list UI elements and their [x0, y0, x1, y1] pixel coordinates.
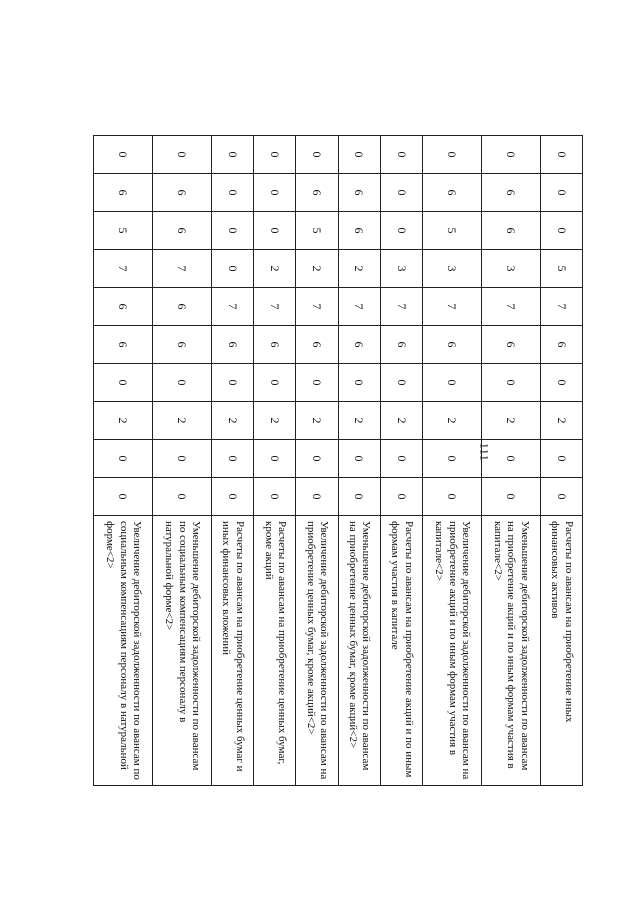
code-cell: 2 [481, 402, 540, 440]
code-cell: 0 [481, 136, 540, 174]
code-cell: 0 [540, 364, 582, 402]
code-cell: 0 [380, 212, 422, 250]
row-label: Увеличение дебиторской задолженности по авансам на приобретение акций и по иным формам участия в капитале<2> [422, 516, 481, 786]
code-cell: 2 [338, 250, 380, 288]
code-cell: 0 [540, 440, 582, 478]
code-cell: 0 [380, 440, 422, 478]
code-cell: 0 [422, 440, 481, 478]
code-cell: 0 [254, 364, 296, 402]
code-cell: 0 [211, 478, 253, 516]
row-label: Уменьшение дебиторской задолженности по авансам по социальным компенсациям персоналу в натуральной форме<2> [152, 516, 211, 786]
code-cell: 6 [380, 326, 422, 364]
table-row [338, 136, 380, 786]
code-cell: 0 [211, 440, 253, 478]
code-cell: 2 [254, 402, 296, 440]
table-container [93, 135, 583, 785]
code-cell: 7 [152, 250, 211, 288]
code-cell: 2 [152, 402, 211, 440]
row-label: Расчеты по авансам на приобретение ценных бумаг и иных финансовых вложений [211, 516, 253, 786]
code-cell: 0 [296, 364, 338, 402]
code-cell: 5 [422, 212, 481, 250]
code-cell: 2 [211, 402, 253, 440]
code-cell: 6 [338, 212, 380, 250]
code-cell: 7 [211, 288, 253, 326]
table-row [296, 136, 338, 786]
table-row [211, 136, 253, 786]
code-cell: 7 [94, 250, 153, 288]
code-cell: 0 [540, 174, 582, 212]
code-cell: 2 [422, 402, 481, 440]
code-cell: 0 [338, 364, 380, 402]
code-cell: 0 [94, 440, 153, 478]
code-cell: 6 [152, 174, 211, 212]
code-cell: 6 [211, 326, 253, 364]
row-label: Уменьшение дебиторской задолженности по авансам на приобретение акций и по иным формам участия в капитале<2> [481, 516, 540, 786]
code-cell: 2 [338, 402, 380, 440]
code-cell: 6 [338, 174, 380, 212]
code-cell: 7 [338, 288, 380, 326]
code-cell: 0 [422, 364, 481, 402]
code-cell: 0 [254, 212, 296, 250]
table-row [481, 136, 540, 786]
code-cell: 0 [481, 478, 540, 516]
table-row [540, 136, 582, 786]
code-cell: 0 [481, 364, 540, 402]
code-cell: 0 [380, 364, 422, 402]
code-cell: 0 [338, 136, 380, 174]
code-cell: 0 [211, 136, 253, 174]
code-cell: 0 [338, 478, 380, 516]
code-cell: 6 [152, 212, 211, 250]
code-cell: 2 [254, 250, 296, 288]
code-cell: 7 [422, 288, 481, 326]
code-cell: 0 [211, 364, 253, 402]
code-cell: 0 [254, 174, 296, 212]
code-cell: 0 [540, 212, 582, 250]
code-cell: 0 [296, 440, 338, 478]
code-cell: 0 [422, 136, 481, 174]
code-cell: 0 [211, 212, 253, 250]
code-cell: 0 [338, 440, 380, 478]
row-label: Расчеты по авансам на приобретение иных финансовых активов [540, 516, 582, 786]
table-row [94, 136, 153, 786]
code-cell: 0 [152, 364, 211, 402]
code-cell: 6 [338, 326, 380, 364]
code-cell: 6 [296, 174, 338, 212]
code-cell: 0 [540, 478, 582, 516]
row-label: Расчеты по авансам на приобретение ценных бумаг, кроме акций [254, 516, 296, 786]
code-cell: 6 [254, 326, 296, 364]
rotated-table-frame [93, 135, 583, 785]
code-cell: 6 [422, 174, 481, 212]
code-cell: 7 [540, 288, 582, 326]
code-cell: 6 [481, 212, 540, 250]
code-cell: 7 [481, 288, 540, 326]
code-cell: 0 [152, 440, 211, 478]
code-cell: 0 [211, 174, 253, 212]
code-cell: 5 [540, 250, 582, 288]
code-cell: 2 [380, 402, 422, 440]
code-cell: 3 [380, 250, 422, 288]
row-label: Увеличение дебиторской задолженности по авансам по социальным компенсациям персоналу в натуральной форме<2> [94, 516, 153, 786]
code-cell: 7 [296, 288, 338, 326]
code-cell: 0 [380, 136, 422, 174]
code-cell: 0 [254, 440, 296, 478]
table-row [422, 136, 481, 786]
code-cell: 0 [254, 478, 296, 516]
code-cell: 6 [296, 326, 338, 364]
code-cell: 0 [211, 250, 253, 288]
code-cell: 6 [94, 326, 153, 364]
code-cell: 6 [94, 174, 153, 212]
code-cell: 0 [94, 364, 153, 402]
table-row [152, 136, 211, 786]
code-cell: 0 [481, 440, 540, 478]
code-cell: 2 [296, 402, 338, 440]
code-cell: 3 [422, 250, 481, 288]
code-cell: 6 [94, 288, 153, 326]
code-cell: 0 [380, 174, 422, 212]
row-label: Увеличение дебиторской задолженности по авансам на приобретение ценных бумаг, кроме акций<2> [296, 516, 338, 786]
row-label: Расчеты по авансам на приобретение акций и по иным формам участия в капитале [380, 516, 422, 786]
code-cell: 2 [540, 402, 582, 440]
code-cell: 0 [422, 478, 481, 516]
table-row [380, 136, 422, 786]
code-cell: 3 [481, 250, 540, 288]
code-cell: 0 [94, 136, 153, 174]
code-cell: 5 [296, 212, 338, 250]
code-cell: 6 [422, 326, 481, 364]
code-cell: 2 [296, 250, 338, 288]
code-cell: 5 [94, 212, 153, 250]
code-cell: 7 [254, 288, 296, 326]
code-cell: 6 [152, 288, 211, 326]
table-body [94, 136, 583, 786]
code-cell: 6 [540, 326, 582, 364]
code-cell: 0 [94, 478, 153, 516]
row-label: Уменьшение дебиторской задолженности по авансам на приобретение ценных бумаг, кроме акций<2> [338, 516, 380, 786]
code-cell: 0 [540, 136, 582, 174]
code-cell: 2 [94, 402, 153, 440]
accounts-table [93, 135, 583, 786]
table-row [254, 136, 296, 786]
code-cell: 6 [481, 174, 540, 212]
code-cell: 0 [152, 478, 211, 516]
code-cell: 7 [380, 288, 422, 326]
code-cell: 6 [481, 326, 540, 364]
code-cell: 0 [380, 478, 422, 516]
page-number: 111 [477, 442, 492, 462]
code-cell: 0 [254, 136, 296, 174]
code-cell: 0 [296, 136, 338, 174]
code-cell: 0 [152, 136, 211, 174]
code-cell: 6 [152, 326, 211, 364]
code-cell: 0 [296, 478, 338, 516]
